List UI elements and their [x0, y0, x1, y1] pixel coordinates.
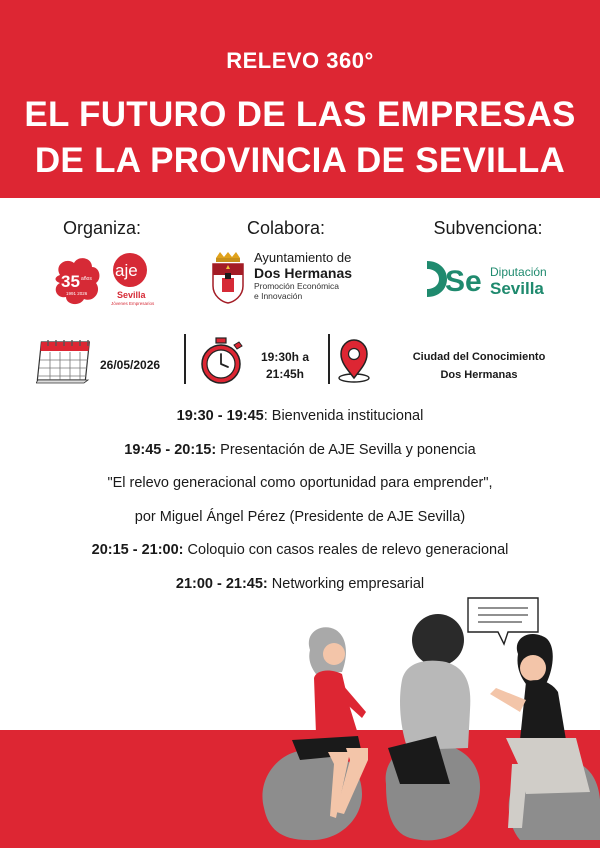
- info-divider-1: [184, 334, 186, 384]
- diputacion-mark: [425, 255, 489, 303]
- agenda-item: [0, 542, 600, 576]
- event-place-line2: Dos Hermanas: [440, 369, 518, 381]
- info-divider-2: [328, 334, 330, 384]
- agenda-text: : Bienvenida institucional: [263, 408, 424, 424]
- coat-of-arms-icon: [210, 252, 246, 304]
- agenda-text: por Miguel Ángel Pérez (Presidente de AJE Sevilla): [134, 508, 466, 525]
- aje-badge-years: 1991 2026: [66, 291, 88, 296]
- calendar-icon: [36, 336, 94, 384]
- event-time: [258, 349, 312, 383]
- agenda-text: Networking empresarial: [267, 575, 425, 592]
- agenda-text: "El relevo generacional como oportunidad para emprender",: [107, 475, 493, 492]
- aje-brand-tagline: Jóvenes Empresarios: [111, 301, 155, 306]
- event-title-line2: DE LA PROVINCIA DE SEVILLA: [34, 141, 566, 180]
- ayuntamiento-line1: Ayuntamiento de: [254, 250, 352, 265]
- agenda-time: 19:30 - 19:45: [176, 408, 264, 424]
- agenda-item: [0, 408, 600, 442]
- colabora-label: Colabora:: [246, 218, 326, 238]
- agenda-text: Coloquio con casos reales de relevo generacional: [183, 542, 509, 559]
- aje-brand-sub: Sevilla: [117, 290, 146, 300]
- header-banner: [0, 0, 600, 198]
- diputacion-line2: Sevilla: [490, 279, 544, 298]
- event-kicker: RELEVO 360°: [226, 48, 374, 73]
- ayuntamiento-line3b: e Innovación: [254, 291, 303, 301]
- event-time-line1: 19:30h a: [260, 350, 310, 364]
- ayuntamiento-text: [254, 250, 384, 301]
- agenda-item: [0, 442, 600, 476]
- agenda: [0, 408, 600, 610]
- event-place: [384, 348, 574, 384]
- event-date: 26/05/2026: [100, 358, 161, 372]
- event-title-line1: EL FUTURO DE LAS EMPRESAS: [24, 95, 576, 134]
- aje-logo-graphic: [52, 253, 162, 309]
- stopwatch-icon: [197, 336, 245, 386]
- subvenciona-label: Subvenciona:: [433, 218, 543, 238]
- event-place-line1: Ciudad del Conocimiento: [412, 351, 546, 363]
- agenda-item: [0, 475, 600, 509]
- aje-logo: [52, 253, 162, 309]
- aje-badge-number: 35: [61, 272, 80, 291]
- diputacion-mark-text: Se: [445, 265, 482, 298]
- ayuntamiento-logo: [210, 250, 380, 308]
- agenda-time: 20:15 - 21:00:: [91, 542, 184, 559]
- agenda-item: [0, 509, 600, 543]
- agenda-time: 19:45 - 20:15:: [124, 441, 217, 458]
- agenda-time: 21:00 - 21:45:: [175, 575, 268, 592]
- aje-brand: aje: [115, 261, 138, 280]
- diputacion-line1: Diputación: [490, 265, 547, 279]
- ayuntamiento-line2: Dos Hermanas: [254, 265, 353, 281]
- agenda-text: Presentación de AJE Sevilla y ponencia: [216, 441, 476, 458]
- conversation-illustration: [250, 588, 600, 848]
- event-time-line2: 21:45h: [265, 367, 305, 381]
- organiza-label: Organiza:: [62, 218, 142, 238]
- diputacion-logo: [425, 255, 555, 303]
- event-title: [0, 92, 600, 184]
- aje-badge-small: años: [81, 276, 92, 282]
- ayuntamiento-line3a: Promoción Económica: [254, 281, 340, 291]
- location-pin-icon: [336, 338, 372, 384]
